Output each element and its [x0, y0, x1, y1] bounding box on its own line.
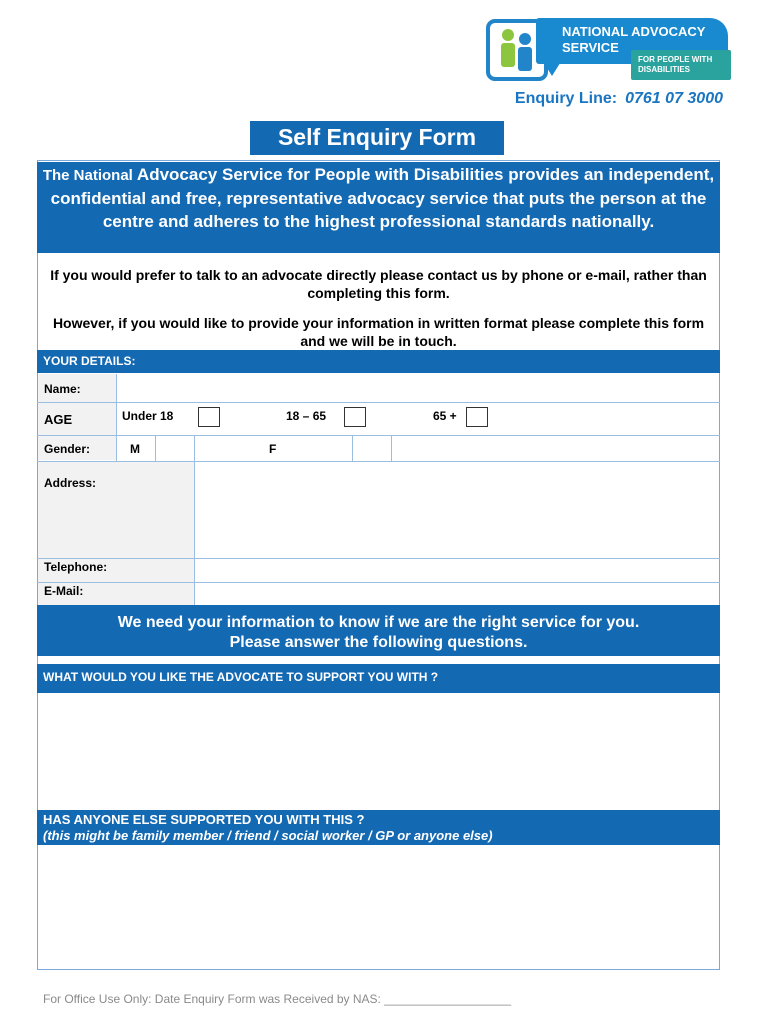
age-under18-checkbox[interactable] — [198, 407, 220, 427]
nas-logo — [484, 16, 734, 88]
details-header: YOUR DETAILS: — [37, 350, 720, 373]
info-banner-line2: Please answer the following questions. — [229, 634, 528, 651]
support-answer-field[interactable] — [39, 694, 718, 808]
age-18-65-label: 18 – 65 — [286, 409, 327, 423]
row-divider — [37, 461, 720, 462]
email-label: E-Mail: — [44, 584, 84, 598]
col-divider — [391, 435, 392, 462]
intro-banner — [37, 162, 720, 253]
col-divider — [194, 435, 195, 608]
intro-lead: The National — [42, 167, 133, 184]
age-under18-label: Under 18 — [122, 409, 174, 423]
info-banner-line1: We need your information to know if we are the right service for you. — [117, 614, 640, 631]
enquiry-number[interactable]: 0761 07 3000 — [625, 90, 723, 107]
telephone-field[interactable] — [196, 560, 718, 581]
logo-sub-line1: FOR PEOPLE WITH — [638, 55, 713, 64]
age-18-65-checkbox[interactable] — [344, 407, 366, 427]
name-field[interactable] — [118, 376, 718, 401]
office-use-footer: For Office Use Only: Date Enquiry Form was Received by NAS: ___________________ — [43, 992, 512, 1006]
page-title: Self Enquiry Form — [250, 121, 504, 155]
logo-sub-text — [631, 50, 731, 80]
gender-f-box[interactable] — [353, 436, 390, 461]
age-65plus-checkbox[interactable] — [466, 407, 488, 427]
support-question-header: WHAT WOULD YOU LIKE THE ADVOCATE TO SUPPORT YOU WITH ? — [37, 664, 720, 693]
row-divider — [37, 402, 720, 403]
gender-label: Gender: — [44, 442, 91, 456]
address-label: Address: — [44, 476, 97, 490]
others-answer-field[interactable] — [39, 846, 718, 968]
logo-speech-tail — [542, 60, 562, 76]
intro-text: Advocacy Service for People with Disabilities provides an independent, confidential and free, representative advocacy service that puts the person at the centre and adheres to the highest professional standards nationally. — [50, 165, 715, 231]
enquiry-label: Enquiry Line: — [514, 90, 618, 107]
address-field[interactable] — [196, 463, 718, 557]
contact-paragraph: If you would prefer to talk to an advocate directly please contact us by phone or e-mail, rather than completing this form. — [50, 267, 707, 301]
telephone-label: Telephone: — [44, 560, 108, 574]
others-question-note: (this might be family member / friend / social worker / GP or anyone else) — [43, 828, 493, 843]
others-question-header — [37, 810, 720, 845]
row-divider — [37, 582, 720, 583]
gender-m-box[interactable] — [156, 436, 193, 461]
col-divider — [116, 374, 117, 462]
logo-line2: SERVICE — [562, 40, 619, 55]
enquiry-line — [515, 90, 723, 108]
info-banner — [37, 605, 720, 656]
gender-f-label: F — [269, 442, 277, 456]
logo-line1: NATIONAL ADVOCACY — [562, 24, 706, 39]
logo-sub-line2: DISABILITIES — [638, 65, 691, 74]
name-label: Name: — [44, 382, 81, 396]
age-label: AGE — [44, 412, 73, 427]
gender-m-label: M — [130, 442, 140, 456]
written-paragraph: However, if you would like to provide your information in written format please complete this form and we will be in touch. — [52, 315, 705, 349]
row-divider — [37, 558, 720, 559]
others-question-title: HAS ANYONE ELSE SUPPORTED YOU WITH THIS ? — [43, 812, 365, 827]
email-field[interactable] — [196, 584, 718, 605]
age-65plus-label: 65 + — [433, 409, 457, 423]
